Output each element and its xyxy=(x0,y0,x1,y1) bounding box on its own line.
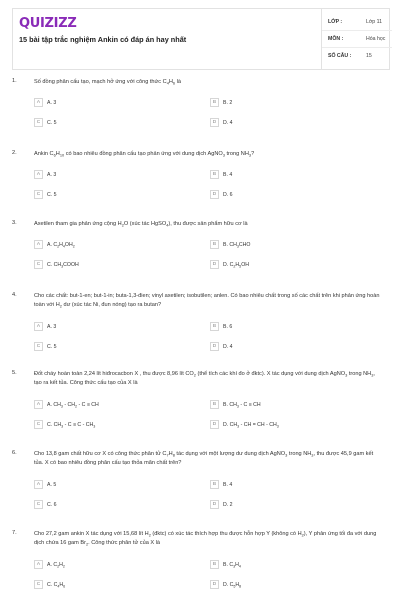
answer-option-b[interactable] xyxy=(210,322,365,331)
answer-option-a[interactable] xyxy=(34,560,189,569)
option-letter-box: C xyxy=(34,420,43,429)
option-text: D. 4 xyxy=(223,343,233,350)
option-text: C. $CH_3 - C \equiv C - CH_3$ xyxy=(47,421,96,428)
option-text: D. 4 xyxy=(223,119,233,126)
question-text: Đốt cháy hoàn toàn 2,24 lít hiđrocacbon X , thu được 8,96 lít $CO_2$ (thể tích các khí đo ở đktc). X tác dụng với dung dịch AgNO$_3$ trong $NH_3$, tạo ra kết tủa. Công thức cấu tạo của X là xyxy=(34,371,375,386)
answer-option-d[interactable] xyxy=(210,342,365,351)
answer-option-d[interactable] xyxy=(210,500,365,509)
question-text: Ankin $C_6H_{10}$ có bao nhiêu đồng phân cấu tạo phản ứng với dung dịch AgNO$_3$ trong $NH_3$? xyxy=(34,151,255,158)
option-text: A. 3 xyxy=(47,323,57,330)
option-letter-box: A xyxy=(34,400,43,409)
option-letter-box: B xyxy=(210,98,219,107)
meta-count-key: SỐ CÂU : xyxy=(328,53,352,59)
answer-option-b[interactable] xyxy=(210,560,365,569)
question-number: 7. xyxy=(12,530,17,536)
option-letter-box: C xyxy=(34,580,43,589)
option-text: D. $C_5H_8$ xyxy=(223,581,242,588)
question-text: Số đồng phân cấu tạo, mạch hở ứng với công thức $C_4H_6$ là xyxy=(34,79,182,86)
question-number: 3. xyxy=(12,220,17,226)
answer-option-b[interactable] xyxy=(210,240,365,249)
option-text: A. 3 xyxy=(47,171,57,178)
question-number: 5. xyxy=(12,370,17,376)
meta-subject-key: MÔN : xyxy=(328,36,344,42)
option-letter-box: C xyxy=(34,500,43,509)
option-letter-box: B xyxy=(210,322,219,331)
option-letter-box: B xyxy=(210,400,219,409)
worksheet-meta xyxy=(321,9,391,69)
option-letter-box: C xyxy=(34,260,43,269)
answer-option-a[interactable] xyxy=(34,322,189,331)
option-text: C. $C_4H_6$ xyxy=(47,581,66,588)
option-text: C. $CH_3COOH$ xyxy=(47,261,79,268)
option-text: A. 5 xyxy=(47,481,57,488)
option-text: C. 5 xyxy=(47,119,57,126)
option-text: C. 6 xyxy=(47,501,57,508)
question-text: Cho các chất: but-1-en; but-1-in; buta-1,3-đien; vinyl axetilen; isobutilen; anlen. Có bao nhiêu chất trong số các chất trên khi phản ứng hoàn toàn với $H_2$ dư (xúc tác Ni, đun nóng) tạo ra butan? xyxy=(34,293,380,309)
answer-option-c[interactable] xyxy=(34,118,189,127)
answer-option-a[interactable] xyxy=(34,240,189,249)
option-text: D. $C_2H_5OH$ xyxy=(223,261,249,268)
answer-option-d[interactable] xyxy=(210,260,365,269)
meta-class-key: LỚP : xyxy=(328,19,343,25)
option-letter-box: C xyxy=(34,118,43,127)
answer-option-b[interactable] xyxy=(210,98,365,107)
meta-class-value: Lớp 11 xyxy=(366,19,382,25)
option-text: A. $C_2H_4OH_2$ xyxy=(47,241,75,248)
option-letter-box: D xyxy=(210,420,219,429)
option-letter-box: C xyxy=(34,190,43,199)
option-letter-box: B xyxy=(210,170,219,179)
answer-option-d[interactable] xyxy=(210,420,365,429)
option-text: C. 5 xyxy=(47,191,57,198)
option-text: A. $CH_3 - CH_2$ - C ≡ CH xyxy=(47,401,99,408)
answer-option-c[interactable] xyxy=(34,342,189,351)
answer-option-a[interactable] xyxy=(34,170,189,179)
option-letter-box: A xyxy=(34,98,43,107)
option-text: A. 3 xyxy=(47,99,57,106)
meta-count-value: 15 xyxy=(366,53,372,59)
option-letter-box: D xyxy=(210,580,219,589)
option-letter-box: B xyxy=(210,240,219,249)
option-text: B. 4 xyxy=(223,481,233,488)
option-letter-box: D xyxy=(210,260,219,269)
question-text: Cho 27,2 gam ankin X tác dụng với 15,68 lít $H_2$ (đktc) có xúc tác thích hợp thu được hỗn hợp Y (không có $H_2$), Y phản ứng tối đa với dung dịch chứa 16 gam $Br_2$. Công thức phân tử của X là xyxy=(34,531,377,547)
option-text: B. $CH_3$ - C ≡ CH xyxy=(223,401,261,408)
option-letter-box: A xyxy=(34,480,43,489)
question-number: 1. xyxy=(12,78,17,84)
option-text: D. $CH_3$ - CH = CH - $CH_3$ xyxy=(223,421,279,428)
option-text: B. 6 xyxy=(223,323,233,330)
question-text: Cho 13,8 gam chất hữu cơ X có công thức phân tử $C_7H_8$ tác dụng với một lượng dư dung dịch AgNO$_3$ trong $NH_3$, thu được 45,9 gam kết tủa. X có bao nhiêu đồng phân cấu tạo thỏa mãn chất trên? xyxy=(34,451,374,466)
answer-option-c[interactable] xyxy=(34,190,189,199)
option-letter-box: B xyxy=(210,560,219,569)
answer-option-b[interactable] xyxy=(210,170,365,179)
option-text: B. 2 xyxy=(223,99,233,106)
answer-option-c[interactable] xyxy=(34,260,189,269)
option-text: B. $CH_3CHO$ xyxy=(223,241,251,248)
option-text: B. $C_3H_4$ xyxy=(223,561,241,568)
option-letter-box: A xyxy=(34,322,43,331)
option-letter-box: C xyxy=(34,342,43,351)
option-text: D. 2 xyxy=(223,501,233,508)
worksheet-title: 15 bài tập trắc nghiệm Ankin có đáp án hay nhất xyxy=(19,35,187,44)
quizizz-logo: QUIZIZZ xyxy=(19,16,77,31)
question-number: 4. xyxy=(12,292,17,298)
answer-option-d[interactable] xyxy=(210,190,365,199)
option-letter-box: A xyxy=(34,240,43,249)
meta-subject-value: Hóa học xyxy=(366,36,386,42)
answer-option-c[interactable] xyxy=(34,500,189,509)
answer-option-c[interactable] xyxy=(34,580,189,589)
answer-option-b[interactable] xyxy=(210,480,365,489)
answer-option-d[interactable] xyxy=(210,118,365,127)
option-text: A. $C_2H_2$ xyxy=(47,561,65,568)
answer-option-b[interactable] xyxy=(210,400,365,409)
option-letter-box: A xyxy=(34,170,43,179)
option-letter-box: A xyxy=(34,560,43,569)
answer-option-a[interactable] xyxy=(34,98,189,107)
answer-option-c[interactable] xyxy=(34,420,189,429)
question-number: 2. xyxy=(12,150,17,156)
option-letter-box: D xyxy=(210,190,219,199)
answer-option-d[interactable] xyxy=(210,580,365,589)
question-text: Axetilen tham gia phản ứng cộng $H_2O$ (xúc tác HgSO$_4$), thu được sản phẩm hữu cơ là xyxy=(34,221,248,228)
answer-option-a[interactable] xyxy=(34,480,189,489)
question-number: 6. xyxy=(12,450,17,456)
worksheet-header xyxy=(12,8,390,70)
answer-option-a[interactable] xyxy=(34,400,189,409)
option-letter-box: B xyxy=(210,480,219,489)
option-letter-box: D xyxy=(210,118,219,127)
option-text: C. 5 xyxy=(47,343,57,350)
option-letter-box: D xyxy=(210,342,219,351)
option-letter-box: D xyxy=(210,500,219,509)
option-text: B. 4 xyxy=(223,171,233,178)
option-text: D. 6 xyxy=(223,191,233,198)
